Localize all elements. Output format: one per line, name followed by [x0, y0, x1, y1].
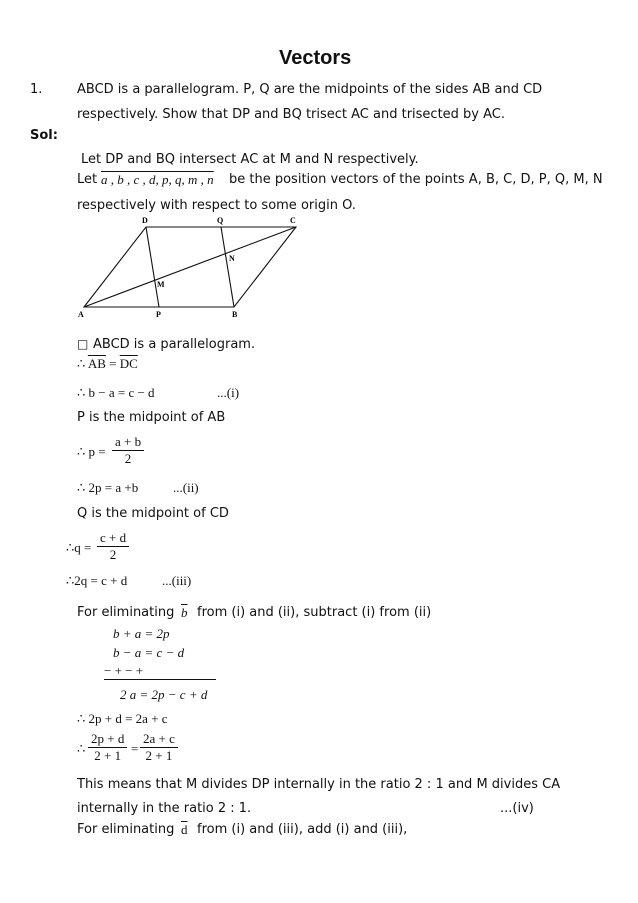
equation-i: ∴ b − a = c − d — [77, 385, 155, 400]
label-p: P — [156, 310, 161, 319]
fraction-equals: = — [131, 741, 139, 756]
fraction-right — [140, 731, 178, 764]
tag-ii: ...(ii) — [173, 480, 199, 495]
p-midpoint-text: P is the midpoint of AB — [77, 410, 226, 425]
solution-label: Sol: — [30, 128, 58, 143]
fraction-left-denominator: 2 + 1 — [94, 748, 122, 763]
eliminate-d-variable: $\overline{d}$ — [181, 822, 188, 837]
let-prefix: Let — [77, 172, 98, 187]
eliminate-b-rest: from (i) and (ii), subtract (i) from (ii) — [197, 605, 432, 620]
vector-ab: $\overline{AB}$ — [87, 356, 106, 371]
p-definition-lhs: ∴ p = — [77, 444, 106, 459]
q-midpoint-text: Q is the midpoint of CD — [77, 506, 229, 521]
fraction-left-numerator: 2p + d — [88, 731, 127, 748]
respectively-line: respectively with respect to some origin O. — [77, 198, 356, 213]
equation-ii: ∴ 2p = a +b — [77, 480, 139, 495]
equals-sign: = — [109, 356, 117, 371]
let-suffix: be the position vectors of the points A, B, C, D, P, Q, M, N — [229, 172, 603, 187]
conclusion-line-1: This means that M divides DP internally in the ratio 2 : 1 and M divides CA — [77, 777, 561, 792]
label-m: M — [157, 280, 165, 289]
abcd-parallelogram: ABCD is a parallelogram. — [93, 337, 256, 352]
position-vectors: a , b , c , d, p, q, m , n — [101, 172, 214, 187]
p-fraction — [112, 434, 144, 467]
conclusion-line-2: internally in the ratio 2 : 1. — [77, 801, 252, 816]
subtraction-line-2: b − a = c − d — [113, 645, 185, 660]
p-fraction-denominator: 2 — [124, 451, 132, 466]
label-c: C — [290, 216, 296, 225]
tag-i: ...(i) — [217, 385, 240, 400]
fraction-right-numerator: 2a + c — [140, 731, 178, 748]
diagonal-ac — [84, 227, 296, 307]
problem-line-2: respectively. Show that DP and BQ trisect AC and trisected by AC. — [77, 107, 506, 122]
q-fraction-numerator: c + d — [97, 530, 129, 547]
label-q: Q — [217, 216, 224, 225]
eliminate-b-variable: $\overline{b}$ — [181, 605, 188, 620]
square-symbol: □ — [77, 337, 89, 351]
label-b: B — [232, 310, 238, 319]
problem-line-1: ABCD is a parallelogram. P, Q are the midpoints of the sides AB and CD — [77, 82, 543, 97]
p-fraction-numerator: a + b — [112, 434, 144, 451]
eliminate-d-text: For eliminating — [77, 822, 175, 837]
problem-number: 1. — [30, 82, 43, 97]
q-fraction — [97, 530, 129, 563]
subtraction-signs: − + − + — [104, 663, 144, 678]
therefore-symbol: ∴ — [77, 356, 86, 371]
equation-sum: ∴ 2p + d = 2a + c — [77, 711, 168, 726]
q-fraction-denominator: 2 — [109, 547, 117, 562]
intro-text: Let DP and BQ intersect AC at M and N respectively. — [81, 152, 419, 167]
segment-bq — [221, 227, 234, 307]
subtraction-result: 2 a = 2p − c + d — [120, 687, 208, 702]
parallelogram-figure — [74, 213, 304, 321]
subtraction-line-1: b + a = 2p — [113, 626, 170, 641]
vector-dc: $\overline{DC}$ — [119, 356, 138, 371]
tag-iii: ...(iii) — [162, 573, 192, 588]
eliminate-b-text: For eliminating — [77, 605, 175, 620]
fraction-right-denominator: 2 + 1 — [145, 748, 173, 763]
label-a: A — [78, 310, 84, 319]
fraction-prefix: ∴ — [77, 741, 86, 756]
subtraction-rule — [104, 679, 216, 680]
label-n: N — [229, 254, 235, 263]
eliminate-d-rest: from (i) and (iii), add (i) and (iii), — [197, 822, 408, 837]
page-title: Vectors — [279, 47, 352, 69]
q-definition-lhs: ∴q = — [66, 540, 92, 555]
tag-iv: ...(iv) — [500, 801, 534, 816]
equation-iii: ∴2q = c + d — [66, 573, 128, 588]
segment-dp — [146, 227, 159, 307]
fraction-left — [88, 731, 127, 764]
label-d: D — [142, 216, 148, 225]
